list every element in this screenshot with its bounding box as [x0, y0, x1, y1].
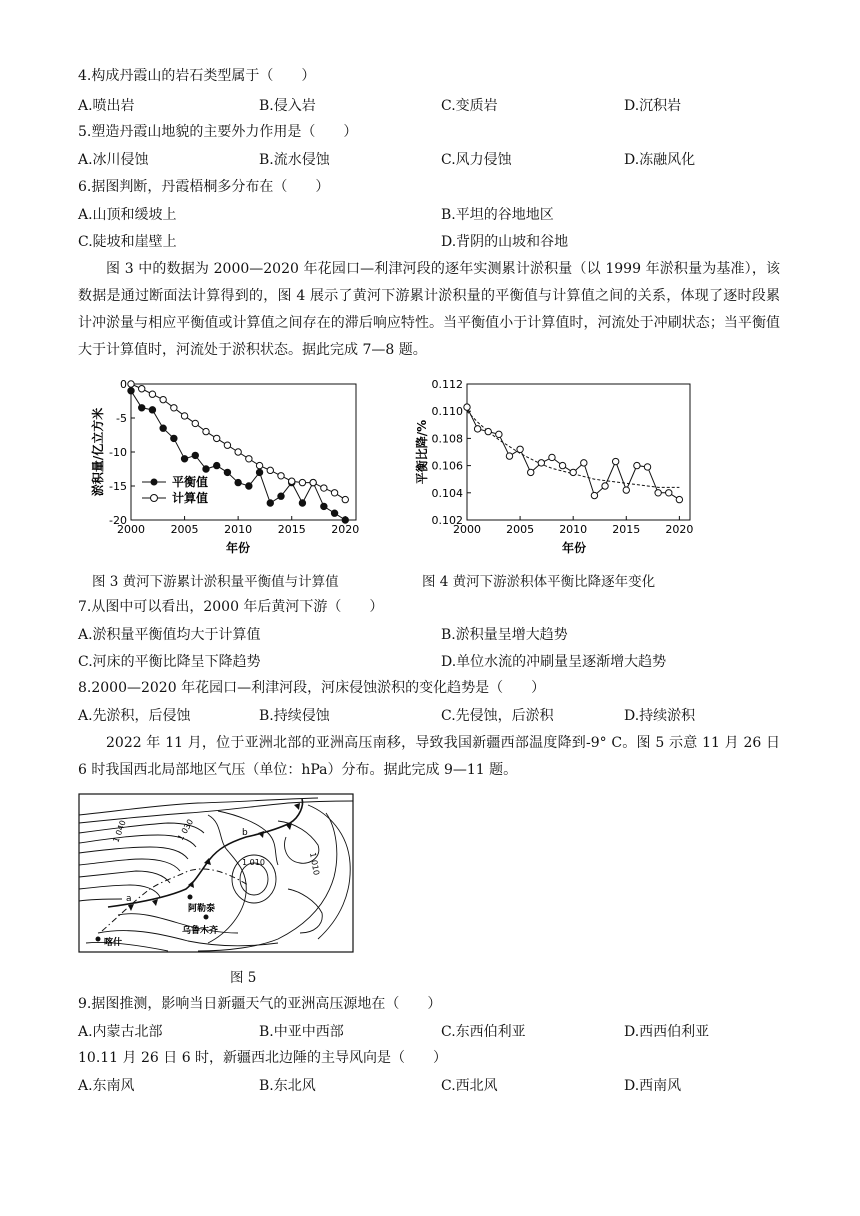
fig3-point-s1-13	[267, 467, 273, 473]
fig3-xtick-label-4: 2020	[331, 523, 360, 536]
q6-option-a: A.山顶和缓坡上	[78, 207, 177, 223]
label-kashi: 喀什	[104, 938, 123, 948]
fig4-ytick-label-2: 0.108	[431, 432, 463, 446]
front-label-a: a	[126, 894, 132, 904]
fig3-point-s0-6	[192, 452, 198, 458]
q10-option-b: B.东北风	[259, 1078, 316, 1094]
fig4-xlabel: 年份	[561, 541, 587, 555]
fig3-point-s1-11	[246, 456, 252, 462]
question-10-stem: 10.11 月 26 日 6 时，新疆西北边陲的主导风向是（ ）	[78, 1050, 448, 1066]
fig3-ytick-label-1: -5	[116, 412, 127, 425]
fig4-point-s0-0	[464, 404, 470, 410]
fig3-point-s1-7	[203, 428, 209, 434]
fig4-xtick-label-2: 2010	[559, 523, 588, 536]
passage-yellow-river: 图 3 中的数据为 2000—2020 年花园口—利津河段的逐年实测累计淤积量（以 1999 年淤积量为基准），该数据是通过断面法计算得到的，图 4 展示了黄河下游累计淤积量的平衡值与计算值之间的关系，体现了逐时段累计冲淤量与相应平衡值或计算值之间存在的滞后响应特性。当平衡值小于计算值时，河流处于冲刷状态；当平衡值大于计算值时，河流处于淤积状态。据此完成 7—8 题。	[78, 261, 780, 358]
fig4-plot-frame	[467, 384, 690, 520]
fig4-ytick-label-1: 0.110	[431, 405, 463, 419]
question-5-stem: 5.塑造丹霞山地貌的主要外力作用是（ ）	[78, 124, 358, 140]
fig3-point-s0-13	[267, 500, 273, 506]
fig3-legend-marker-1	[151, 495, 158, 502]
q7-option-d: D.单位水流的冲刷量呈逐渐增大趋势	[441, 654, 667, 670]
q5-option-b: B.流水侵蚀	[259, 152, 330, 168]
fig3-point-s0-18	[321, 503, 327, 509]
q10-option-d: D.西南风	[624, 1078, 682, 1094]
fig3-legend-marker-0	[151, 479, 158, 486]
q6-option-b: B.平坦的谷地地区	[441, 207, 554, 223]
fig4-point-s0-2	[485, 428, 491, 434]
q10-option-c: C.西北风	[441, 1078, 498, 1094]
fig4-point-s0-6	[528, 469, 534, 475]
altay-marker	[188, 895, 193, 900]
figure-3-caption: 图 3 黄河下游累计淤积量平衡值与计算值	[92, 574, 339, 590]
fig3-point-s1-2	[149, 391, 155, 397]
figure-3-chart	[86, 376, 376, 556]
fig3-point-s1-12	[256, 462, 262, 468]
fig4-point-s0-1	[474, 426, 480, 432]
q8-option-c: C.先侵蚀，后淤积	[441, 708, 554, 724]
fig4-point-s0-13	[602, 483, 608, 489]
fig3-legend-label-0: 平衡值	[172, 475, 209, 489]
label-1010-east: 1 010	[308, 851, 321, 876]
fig3-point-s0-8	[214, 462, 220, 468]
fig3-point-s0-4	[171, 435, 177, 441]
fig4-point-s0-3	[496, 431, 502, 437]
fig4-point-s0-15	[623, 487, 629, 493]
fig4-point-s0-5	[517, 446, 523, 452]
q9-option-d: D.西西伯利亚	[624, 1024, 710, 1040]
fig4-point-s0-14	[612, 458, 618, 464]
fig3-xlabel: 年份	[225, 541, 251, 555]
question-8-stem: 8.2000—2020 年花园口—利津河段，河床侵蚀淤积的变化趋势是（ ）	[78, 680, 546, 696]
label-1040: 1 040	[111, 819, 128, 844]
fig3-xtick-label-0: 2000	[117, 523, 145, 536]
label-1010-center: 1 010	[242, 858, 265, 867]
q6-option-d: D.背阴的山坡和谷地	[441, 234, 569, 250]
fig3-point-s1-4	[171, 405, 177, 411]
q7-option-b: B.淤积量呈增大趋势	[441, 627, 568, 643]
urumqi-marker	[204, 915, 209, 920]
fig3-point-s1-20	[342, 496, 348, 502]
fig4-xtick-label-0: 2000	[453, 523, 481, 536]
fig3-xtick-label-1: 2005	[170, 523, 199, 536]
fig4-ytick-label-3: 0.106	[431, 459, 463, 473]
fig3-ylabel: 淤积量/亿立方米	[91, 407, 105, 497]
fig3-point-s1-14	[278, 473, 284, 479]
question-9-stem: 9.据图推测，影响当日新疆天气的亚洲高压源地在（ ）	[78, 996, 442, 1012]
q5-option-c: C.风力侵蚀	[441, 152, 512, 168]
q4-option-d: D.沉积岩	[624, 98, 682, 114]
fig4-point-s0-18	[655, 490, 661, 496]
label-urumqi: 乌鲁木齐	[182, 926, 219, 936]
fig3-point-s0-0	[128, 388, 134, 394]
fig3-point-s1-8	[214, 435, 220, 441]
q10-option-a: A.东南风	[78, 1078, 135, 1094]
fig3-point-s1-18	[321, 485, 327, 491]
label-1030: 1 030	[175, 817, 196, 842]
q9-option-c: C.东西伯利亚	[441, 1024, 526, 1040]
front-label-b: b	[242, 828, 248, 838]
figure-4-caption: 图 4 黄河下游淤积体平衡比降逐年变化	[422, 574, 656, 590]
figure-4-chart	[412, 376, 702, 556]
fig3-point-s1-17	[310, 479, 316, 485]
kashi-marker	[96, 937, 101, 942]
fig3-point-s0-12	[256, 469, 262, 475]
fig3-point-s0-5	[181, 456, 187, 462]
fig3-point-s1-5	[181, 413, 187, 419]
fig4-point-s0-19	[666, 490, 672, 496]
fig4-xtick-label-1: 2005	[506, 523, 535, 536]
fig3-xtick-label-2: 2010	[224, 523, 253, 536]
fig4-ytick-label-5: 0.102	[431, 514, 463, 527]
fig4-xtick-label-3: 2015	[612, 523, 641, 536]
fig3-ytick-label-4: -20	[109, 514, 127, 527]
fig4-point-s0-8	[549, 454, 555, 460]
fig4-point-s0-11	[581, 460, 587, 466]
q5-option-a: A.冰川侵蚀	[78, 152, 149, 168]
fig3-point-s0-10	[235, 479, 241, 485]
fig3-point-s0-11	[246, 483, 252, 489]
question-6-stem: 6.据图判断，丹霞梧桐多分布在（ ）	[78, 179, 330, 195]
fig3-point-s0-16	[299, 500, 305, 506]
fig4-point-s0-17	[644, 464, 650, 470]
fig3-point-s0-20	[342, 517, 348, 523]
figure-5-caption: 图 5	[230, 970, 257, 986]
q8-option-d: D.持续淤积	[624, 708, 696, 724]
q9-option-b: B.中亚中西部	[259, 1024, 344, 1040]
fig3-point-s0-19	[331, 510, 337, 516]
fig4-point-s0-10	[570, 469, 576, 475]
fig3-point-s0-7	[203, 466, 209, 472]
fig4-point-s0-9	[559, 462, 565, 468]
passage-asian-high: 2022 年 11 月，位于亚洲北部的亚洲高压南移，导致我国新疆西部温度降到-9° C。图 5 示意 11 月 26 日 6 时我国西北局部地区气压（单位：hPa）分布。据此完成 9—11 题。	[78, 735, 780, 778]
question-4-stem: 4.构成丹霞山的岩石类型属于（ ）	[78, 68, 316, 84]
fig4-ylabel: 平衡比降/%	[415, 419, 429, 485]
fig3-point-s1-9	[224, 442, 230, 448]
fig4-point-s0-4	[506, 453, 512, 459]
fig3-point-s1-1	[139, 386, 145, 392]
fig3-point-s1-16	[299, 479, 305, 485]
fig3-legend-label-1: 计算值	[172, 491, 209, 505]
fig3-point-s0-2	[149, 407, 155, 413]
figure-5-isobar-map	[78, 793, 354, 955]
fig3-ytick-label-0: 0	[120, 378, 127, 391]
fig3-legend	[142, 474, 208, 505]
q4-option-a: A.喷出岩	[78, 98, 135, 114]
fig3-ytick-label-3: -15	[109, 480, 127, 493]
fig3-point-s0-14	[278, 493, 284, 499]
fig3-point-s1-10	[235, 449, 241, 455]
q7-option-c: C.河床的平衡比降呈下降趋势	[78, 654, 261, 670]
q4-option-c: C.变质岩	[441, 98, 498, 114]
fig4-point-s0-7	[538, 460, 544, 466]
fig3-ytick-label-2: -10	[109, 446, 127, 459]
fig3-point-s0-3	[160, 425, 166, 431]
question-7-stem: 7.从图中可以看出，2000 年后黄河下游（ ）	[78, 599, 384, 615]
fig3-point-s1-19	[331, 490, 337, 496]
label-altay: 阿勒泰	[188, 904, 216, 914]
fig4-point-s0-16	[634, 462, 640, 468]
fig4-point-s0-12	[591, 492, 597, 498]
q8-option-a: A.先淤积，后侵蚀	[78, 708, 191, 724]
fig4-xtick-label-4: 2020	[665, 523, 694, 536]
q6-option-c: C.陡坡和崖壁上	[78, 234, 177, 250]
q7-option-a: A.淤积量平衡值均大于计算值	[78, 627, 261, 643]
q4-option-b: B.侵入岩	[259, 98, 316, 114]
fig3-xtick-label-3: 2015	[277, 523, 306, 536]
q9-option-a: A.内蒙古北部	[78, 1024, 163, 1040]
fig3-point-s0-9	[224, 469, 230, 475]
fig4-point-s0-20	[676, 496, 682, 502]
fig3-point-s1-15	[289, 478, 295, 484]
fig3-point-s1-3	[160, 396, 166, 402]
fig3-point-s0-1	[139, 405, 145, 411]
fig3-point-s1-6	[192, 420, 198, 426]
q8-option-b: B.持续侵蚀	[259, 708, 330, 724]
fig3-point-s1-0	[128, 381, 134, 387]
fig4-ytick-label-4: 0.104	[431, 486, 463, 500]
fig3-plot-frame	[131, 384, 356, 520]
fig4-ytick-label-0: 0.112	[431, 378, 463, 391]
q5-option-d: D.冻融风化	[624, 152, 696, 168]
